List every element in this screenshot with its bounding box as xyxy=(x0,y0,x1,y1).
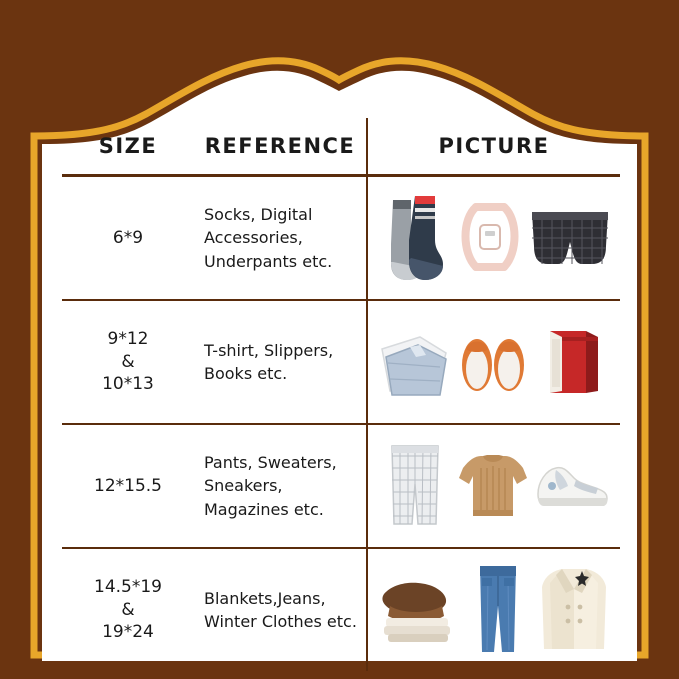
jeans-icon xyxy=(460,556,536,664)
slippers-icon xyxy=(455,308,534,416)
folded-shirts-icon xyxy=(376,308,455,416)
header-size: SIZE xyxy=(62,118,194,176)
table-head xyxy=(62,118,620,176)
books-icon xyxy=(533,308,612,416)
coat-icon xyxy=(536,556,612,664)
plaid-shorts-icon xyxy=(376,432,454,540)
header-picture: PICTURE xyxy=(367,118,620,176)
cell-size: 9*12 & 10*13 xyxy=(62,300,194,424)
boxer-shorts-icon xyxy=(528,184,612,292)
size-chart-table-wrap xyxy=(62,118,618,658)
cell-picture xyxy=(367,176,620,301)
cell-picture xyxy=(367,424,620,548)
size-chart-table xyxy=(62,118,620,671)
cell-size: 12*15.5 xyxy=(62,424,194,548)
table-body xyxy=(62,176,620,672)
table-row xyxy=(62,300,620,424)
picture-row xyxy=(368,308,620,416)
cell-reference: Blankets,Jeans, Winter Clothes etc. xyxy=(204,588,357,631)
table-header-row xyxy=(62,118,620,176)
folded-blankets-icon xyxy=(376,556,460,664)
cell-picture xyxy=(367,300,620,424)
picture-row xyxy=(368,556,620,664)
table-row xyxy=(62,176,620,301)
picture-row xyxy=(368,432,620,540)
picture-row xyxy=(368,184,620,292)
cell-reference: Pants, Sweaters, Sneakers, Magazines etc. xyxy=(194,424,367,548)
table-row xyxy=(62,548,620,671)
header-reference: REFERENCE xyxy=(194,118,367,176)
cell-size: 6*9 xyxy=(62,176,194,301)
table-row xyxy=(62,424,620,548)
cell-size: 14.5*19 & 19*24 xyxy=(94,576,162,643)
cell-reference: T-shirt, Slippers, Books etc. xyxy=(194,300,367,424)
socks-icon xyxy=(376,184,452,292)
sneaker-icon xyxy=(532,432,612,540)
sweater-icon xyxy=(454,432,532,540)
cell-reference: Socks, Digital Accessories, Underpants etc. xyxy=(194,176,367,301)
cell-picture xyxy=(367,548,620,671)
usb-cable-icon xyxy=(452,184,528,292)
